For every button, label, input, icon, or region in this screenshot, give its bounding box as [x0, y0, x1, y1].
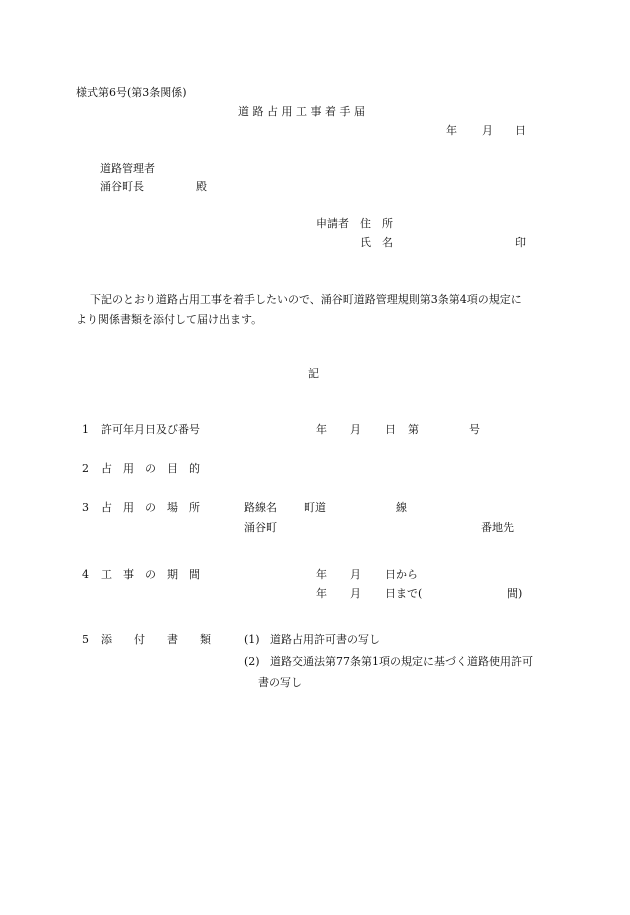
route-suffix: 線 — [396, 501, 407, 514]
body-line2: より関係書類を添付して届け出ます。 — [76, 313, 263, 326]
item-number: 1 — [82, 423, 89, 436]
doc-number: (1) — [244, 633, 260, 646]
date-year: 年 — [446, 124, 457, 137]
item-label: 占 用 の 目 的 — [101, 462, 200, 475]
start-month: 月 — [350, 568, 361, 581]
seal-mark: 印 — [515, 236, 526, 249]
doc-text: 道路占用許可書の写し — [270, 633, 380, 646]
item-number: 3 — [82, 501, 89, 514]
item-number: 2 — [82, 462, 89, 475]
end-month: 月 — [350, 587, 361, 600]
permit-year: 年 — [316, 423, 327, 436]
item-label: 添 付 書 類 — [101, 633, 211, 646]
addressee-line2: 涌谷町長 — [100, 180, 144, 193]
town-road: 町道 — [304, 501, 326, 514]
start-day-from: 日から — [385, 568, 418, 581]
end-year: 年 — [316, 587, 327, 600]
item-label: 工 事 の 期 間 — [101, 568, 200, 581]
addressee-line1: 道路管理者 — [100, 162, 155, 175]
item-number: 5 — [82, 633, 89, 646]
permit-go: 号 — [469, 423, 480, 436]
applicant-label: 申請者 — [316, 217, 349, 230]
applicant-name-label: 氏 名 — [360, 236, 393, 249]
doc-text-continued: 書の写し — [258, 676, 302, 689]
permit-month: 月 — [350, 423, 361, 436]
body-line1: 下記のとおり道路占用工事を着手したいので、涌谷町道路管理規則第3条第4項の規定に — [90, 293, 522, 306]
doc-text: 道路交通法第77条第1項の規定に基づく道路使用許可 — [270, 655, 533, 668]
item-number: 4 — [82, 568, 89, 581]
addressee-honorific: 殿 — [196, 180, 207, 193]
item-label: 許可年月日及び番号 — [101, 423, 200, 436]
document-title: 道 路 占 用 工 事 着 手 届 — [238, 105, 365, 118]
place-banchi: 番地先 — [481, 521, 514, 534]
place-town: 涌谷町 — [244, 521, 277, 534]
end-day-until: 日まで( — [385, 587, 423, 600]
date-month: 月 — [482, 124, 493, 137]
route-label: 路線名 — [244, 501, 277, 514]
start-year: 年 — [316, 568, 327, 581]
applicant-address-label: 住 所 — [360, 217, 393, 230]
item-label: 占 用 の 場 所 — [101, 501, 200, 514]
permit-day: 日 — [385, 423, 396, 436]
doc-number: (2) — [244, 655, 260, 668]
form-label: 様式第6号(第3条関係) — [76, 86, 187, 99]
date-day: 日 — [515, 124, 526, 137]
ki-heading: 記 — [308, 367, 319, 380]
permit-dai: 第 — [408, 423, 419, 436]
period-end: 間) — [507, 587, 523, 600]
